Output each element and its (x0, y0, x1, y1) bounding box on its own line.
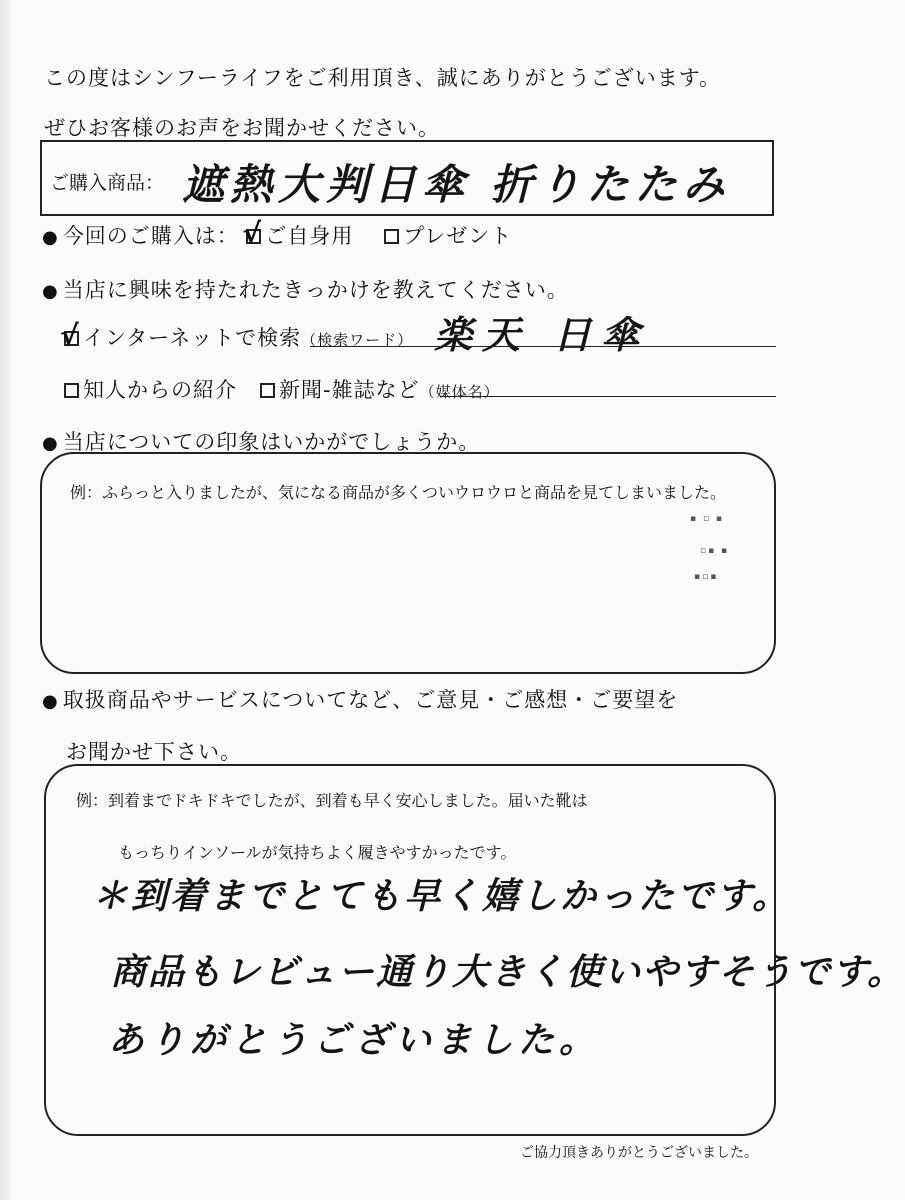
interest-question (42, 274, 569, 304)
feedback-question-text: 取扱商品やサービスについてなど、ご意見・ご感想・ご要望を (62, 688, 679, 712)
product-label: ご購入商品： (50, 172, 165, 194)
checkbox-media[interactable] (260, 383, 275, 398)
checkmark-icon: √ (242, 217, 263, 250)
feedback-handwritten-line1: ＊到着までとても早く嬉しかったです。 (92, 875, 792, 917)
option-friend-label: 知人からの紹介 (83, 378, 237, 402)
option-self-label: ご自身用 (265, 224, 354, 248)
impression-question-text: 当店についての印象はいかがでしょうか。 (62, 430, 481, 454)
bullet-icon: ● (42, 281, 59, 302)
bullet-icon: ● (42, 433, 59, 454)
search-keyword-label: （検索ワード） (301, 331, 414, 349)
checkbox-self[interactable] (242, 217, 263, 250)
checkbox-friend[interactable] (64, 383, 79, 398)
referral-row (64, 374, 500, 404)
search-row (60, 319, 414, 352)
page-edge-shadow (0, 0, 14, 1200)
search-keyword-line (310, 346, 776, 347)
feedback-example-line2: もっちりインソールが気持ちよく履きやすかったです。 (118, 843, 517, 862)
scan-artifact: ▫▪ ▪ (700, 546, 730, 556)
interest-question-text: 当店に興味を持たれたきっかけを教えてください。 (62, 278, 569, 302)
option-media-label: 新聞-雑誌など (279, 378, 420, 402)
feedback-handwritten-line2: 商品もレビュー通り大きく使いやすそうです。 (110, 951, 905, 993)
bullet-icon: ● (42, 227, 59, 248)
feedback-answer-box[interactable] (44, 764, 905, 1136)
impression-example: 例：ふらっと入りましたが、気になる商品が多くついウロウロと商品を見てしまいました。 (70, 483, 727, 502)
feedback-question-line2: お聞かせ下さい。 (66, 740, 242, 764)
scan-artifact: ▪ ▫ ▪ (690, 514, 725, 524)
bullet-icon: ● (42, 691, 59, 712)
checkbox-search[interactable] (60, 319, 80, 352)
impression-answer-box[interactable] (40, 452, 776, 674)
product-field[interactable] (40, 140, 774, 216)
checkmark-icon: √ (60, 319, 80, 352)
scan-artifact: ▪▫▪ (694, 572, 719, 582)
product-handwritten: 遮熱大判日傘 折りたたみ (182, 160, 731, 209)
feedback-handwritten-line3: ありがとうございました。 (108, 1019, 601, 1061)
checkbox-gift[interactable] (384, 229, 399, 244)
purchase-row (42, 217, 513, 250)
search-keyword-handwritten: 楽天 日傘 (434, 312, 650, 357)
option-gift-label: プレゼント (403, 224, 513, 248)
purchase-label: 今回のご購入は： (62, 224, 239, 248)
media-line (440, 396, 776, 397)
option-search-label: インターネットで検索 (83, 326, 302, 350)
request-text: ぜひお客様のお声をお聞かせください。 (44, 116, 440, 140)
feedback-question-line1 (42, 684, 678, 714)
footer-thanks: ご協力頂きありがとうございました。 (520, 1145, 758, 1161)
feedback-example-line1: 例：到着までドキドキでしたが、到着も早く安心しました。届いた靴は (76, 791, 588, 810)
greeting-text: この度はシンフーライフをご利用頂き、誠にありがとうございます。 (44, 66, 722, 90)
media-label: （媒体名） (419, 383, 500, 401)
